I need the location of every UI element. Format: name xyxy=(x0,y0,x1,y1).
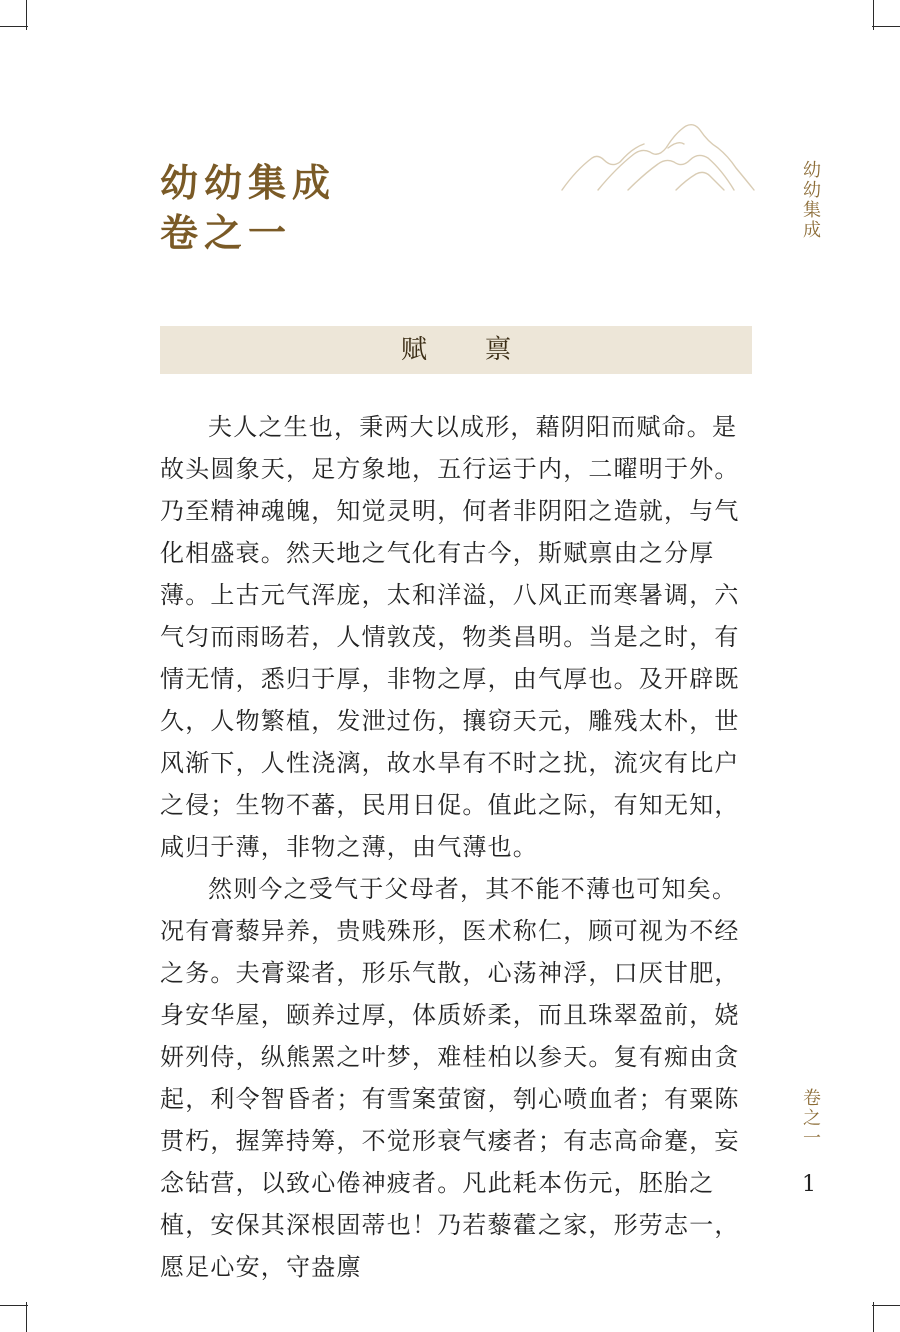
crop-mark xyxy=(873,1302,874,1332)
book-title: 幼幼集成 xyxy=(160,160,337,205)
mountains-ornament-icon xyxy=(558,118,758,198)
crop-mark xyxy=(0,26,28,27)
volume-title: 卷之一 xyxy=(160,210,293,255)
crop-mark xyxy=(872,26,900,27)
chapter-title xyxy=(160,158,336,258)
body-text xyxy=(160,406,754,1288)
running-head: 幼幼集成 xyxy=(800,160,821,240)
side-volume-label: 卷之一 xyxy=(800,1088,821,1148)
paragraph: 夫人之生也，秉两大以成形，藉阴阳而赋命。是故头圆象天，足方象地，五行运于内，二曜明于外。乃至精神魂魄，知觉灵明，何者非阴阳之造就，与气化相盛衰。然天地之气化有古今，斯赋禀由之分厚薄。上古元气浑庞，太和洋溢，八风正而寒暑调，六气匀而雨旸若，人情敦茂，物类昌明。当是之时，有情无情，悉归于厚，非物之厚，由气厚也。及开辟既久，人物繁植，发泄过伤，攘窃天元，雕残太朴，世风渐下，人性浇漓，故水旱有不时之扰，流灾有比户之侵；生物不蕃，民用日促。值此之际，有知无知，咸归于薄，非物之薄，由气薄也。 xyxy=(160,413,740,861)
crop-mark xyxy=(26,1302,27,1332)
crop-mark xyxy=(0,1305,28,1306)
paragraph: 然则今之受气于父母者，其不能不薄也可知矣。况有膏藜异养，贵贱殊形，医术称仁，顾可视为不经之务。夫膏粱者，形乐气散，心荡神浮，口厌甘肥，身安华屋，颐养过厚，体质娇柔，而且珠翠盈前，娆妍列侍，纵熊罴之叶梦，难桂柏以参天。复有痴由贪起，利令智昏者；有雪案萤窗，刳心喷血者；有粟陈贯朽，握筭持筹，不觉形衰气痿者；有志高命蹇，妄念钻营，以致心倦神疲者。凡此耗本伤元，胚胎之植，安保其深根固蒂也！乃若藜藿之家，形劳志一，愿足心安，守盎廪 xyxy=(160,875,740,1281)
page-number: 1 xyxy=(802,1172,816,1197)
section-header-bar xyxy=(160,326,752,374)
crop-mark xyxy=(872,1305,900,1306)
section-title: 赋禀 xyxy=(400,335,569,365)
